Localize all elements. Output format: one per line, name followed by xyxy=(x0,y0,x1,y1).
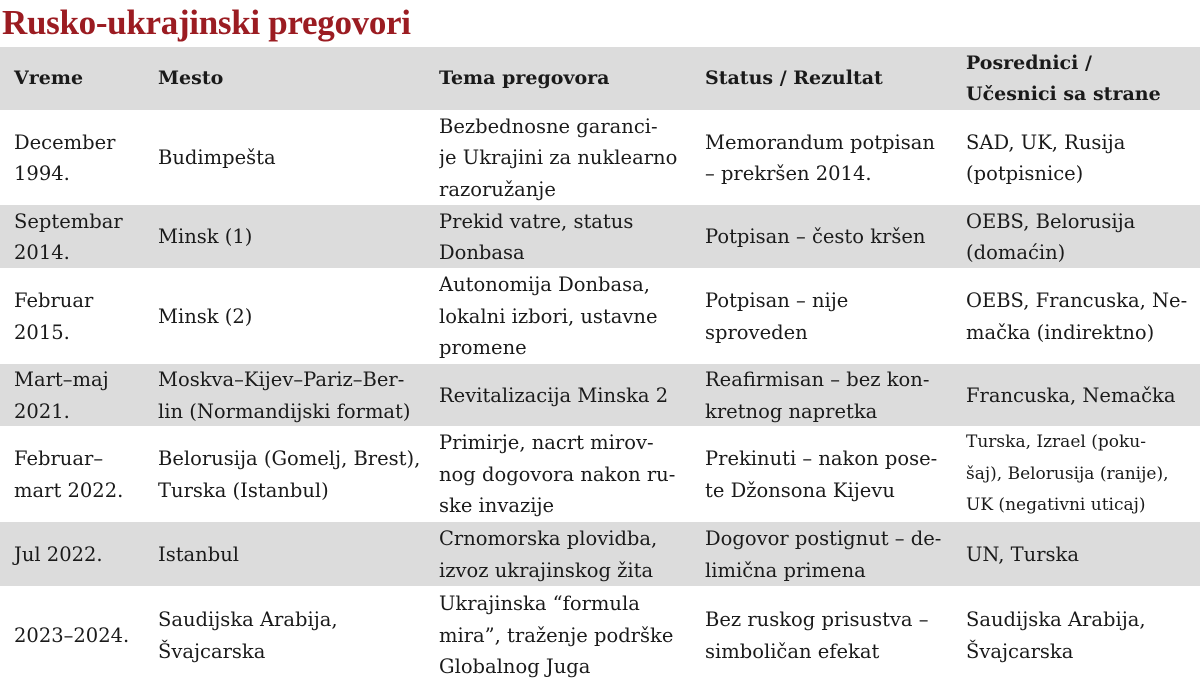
cell-topic: Prekid vatre, status Donbasa xyxy=(439,209,634,264)
cell-topic: Autonomija Donbasa, lokalni izbori, ustavne promene xyxy=(439,273,658,360)
table-row xyxy=(0,268,1200,364)
cell-status: Prekinuti – nakon pose- te Džonsona Kijevu xyxy=(705,447,938,502)
cell-time: Februar 2015. xyxy=(14,289,94,344)
cell-place: Minsk (1) xyxy=(158,225,253,249)
cell-status: Dogovor postignut – de- limična primena xyxy=(705,527,942,582)
cell-mediators: OEBS, Francuska, Ne- mačka (indirektno) xyxy=(966,289,1188,344)
table-header-row xyxy=(0,47,1200,110)
cell-mediators: SAD, UK, Rusija (potpisnice) xyxy=(966,130,1126,185)
cell-time: 2023–2024. xyxy=(14,623,130,647)
cell-place: Budimpešta xyxy=(158,146,276,170)
negotiations-table xyxy=(0,47,1200,684)
cell-status: Bez ruskog prisustva – simboličan efekat xyxy=(705,608,929,663)
header-mediators: Posrednici / Učesnici sa strane xyxy=(966,51,1161,105)
cell-time: December 1994. xyxy=(14,130,116,185)
cell-status: Reafirmisan – bez kon- kretnog napretka xyxy=(705,368,930,423)
table-row xyxy=(0,364,1200,426)
table-title: Rusko-ukrajinski pregovori xyxy=(2,3,411,42)
header-place: Mesto xyxy=(158,67,224,90)
cell-time: Jul 2022. xyxy=(14,542,103,566)
table-row xyxy=(0,522,1200,586)
cell-time: Mart–maj 2021. xyxy=(14,368,109,423)
cell-place: Moskva–Kijev–Pariz–Ber- lin (Normandijski format) xyxy=(158,368,411,423)
cell-place: Saudijska Arabija, Švajcarska xyxy=(158,608,338,663)
cell-mediators: Francuska, Nemačka xyxy=(966,383,1176,407)
cell-topic: Ukrajinska “formula mira”, traženje podrške Globalnog Juga xyxy=(439,592,674,679)
header-time: Vreme xyxy=(14,67,84,90)
cell-mediators: OEBS, Belorusija (domaćin) xyxy=(966,209,1136,264)
cell-status: Memorandum potpisan – prekršen 2014. xyxy=(705,130,935,185)
cell-mediators: Saudijska Arabija, Švajcarska xyxy=(966,608,1146,663)
cell-mediators: Turska, Izrael (poku- šaj), Belorusija (ranije), UK (negativni uticaj) xyxy=(966,432,1169,516)
header-topic: Tema pregovora xyxy=(439,67,610,90)
cell-place: Minsk (2) xyxy=(158,304,253,328)
cell-mediators: UN, Turska xyxy=(966,542,1079,566)
table-row xyxy=(0,426,1200,522)
cell-topic: Bezbednosne garanci- je Ukrajini za nuklearno razoružanje xyxy=(439,114,678,201)
cell-place: Belorusija (Gomelj, Brest), Turska (Istanbul) xyxy=(158,447,421,502)
cell-topic: Primirje, nacrt mirov- nog dogovora nakon ru- ske invazije xyxy=(439,431,676,518)
table-row xyxy=(0,110,1200,205)
cell-place: Istanbul xyxy=(158,542,240,566)
table-row xyxy=(0,205,1200,268)
table-row xyxy=(0,586,1200,684)
cell-status: Potpisan – često kršen xyxy=(705,225,926,249)
cell-time: Septembar 2014. xyxy=(14,209,123,264)
cell-time: Februar– mart 2022. xyxy=(14,447,124,502)
header-status: Status / Rezultat xyxy=(705,67,883,90)
cell-status: Potpisan – nije sproveden xyxy=(705,289,849,344)
cell-topic: Revitalizacija Minska 2 xyxy=(439,383,669,407)
cell-topic: Crnomorska plovidba, izvoz ukrajinskog žita xyxy=(439,527,658,582)
